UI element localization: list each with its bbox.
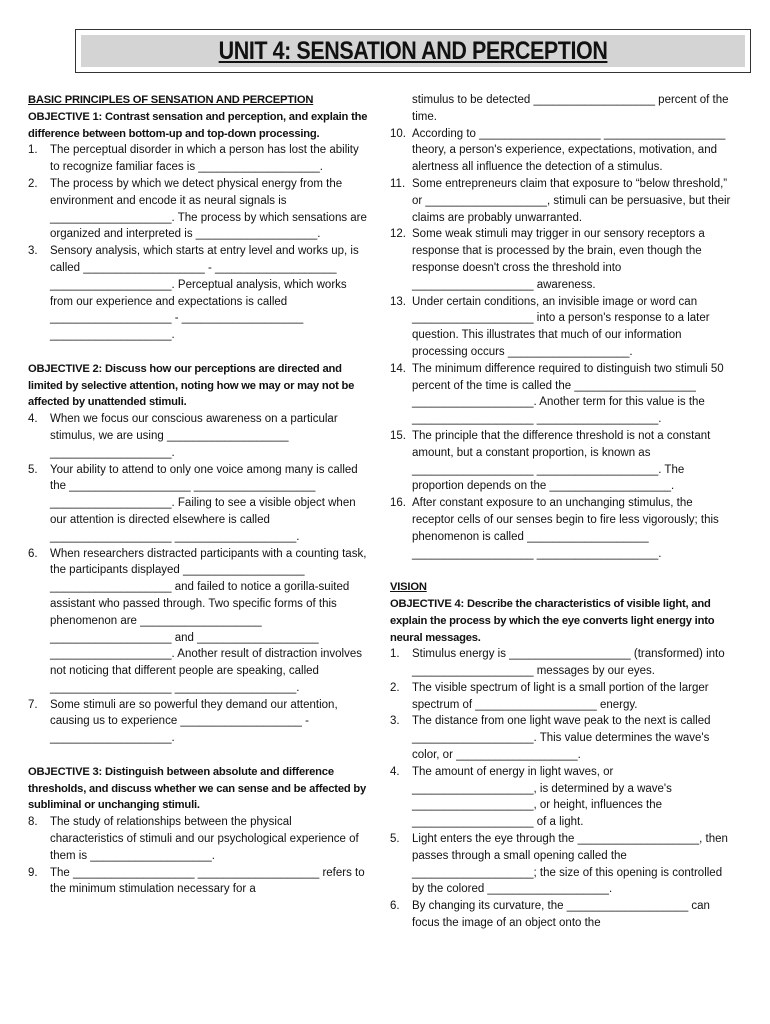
question-9: 9. The ___________________ ___________________ refers to the minimum stimulation necessary for a — [28, 866, 365, 896]
question-14: 14. The minimum difference required to distinguish two stimuli 50 percent of the time is called the ___________________ ___________________. Another term for this value is the ___________________ ___________________. — [390, 362, 724, 426]
question-16: 16. After constant exposure to an unchanging stimulus, the receptor cells of our senses begin to fire less vigorously; this phenomenon is called ___________________ ___________________ ___________________. — [390, 497, 719, 560]
question-text: When researchers distracted participants with a counting task, the participants displayed ___________________ ___________________ and failed to notice a gorilla-suited assistant who passed through. Two specific forms of this phenomenon are ___________________ ___________________ and ___________________ ___________________. Another result of distraction involves not noticing that different people are speaking, called ___________________ ___________________. — [50, 547, 367, 694]
question-text: Some stimuli are so powerful they demand our attention, causing us to experience ___________________ - ___________________. — [50, 698, 338, 745]
question-text: By changing its curvature, the ___________________ can focus the image of an object onto the — [412, 900, 710, 930]
question-text: The process by which we detect physical energy from the environment and encode it as neural signals is ___________________. The process by which sensations are organized and interpreted is ___________________. — [50, 177, 367, 241]
question-text: Under certain conditions, an invisible image or word can ___________________ into a person's response to a later question. This illustrates that much of our information processing occurs ___________________. — [412, 295, 710, 358]
question-9-continued — [390, 92, 732, 126]
question-text: The minimum difference required to distinguish two stimuli 50 percent of the time is called the ___________________ ___________________. Another term for this value is the ___________________ ___________________. — [412, 362, 724, 426]
question-12: 12. Some weak stimuli may trigger in our sensory receptors a response that is processed by the brain, even though the response doesn't cross the threshold into ___________________ awareness. — [390, 228, 705, 291]
right-column — [390, 92, 732, 932]
question-text: The amount of energy in light waves, or ___________________, is determined by a wave's ___________________, or height, influences the ___________________ of a light. — [412, 765, 672, 829]
vision-question-5: 5. Light enters the eye through the ___________________, then passes through a small opening called the ___________________; the size of this opening is controlled by the colored ___________________. — [390, 833, 728, 896]
question-5: 5. Your ability to attend to only one voice among many is called the ___________________ ___________________ ___________________. Failing to see a visible object when our attention is directed elsewhere is called ___________________ ___________________. — [28, 463, 358, 543]
question-15: 15. The principle that the difference threshold is not a constant amount, but a constant proportion, is known as ___________________ ___________________. The proportion depends on the ___________________. — [390, 429, 711, 493]
section-heading: BASIC PRINCIPLES OF SENSATION AND PERCEPTION — [28, 94, 314, 106]
question-text: The study of relationships between the physical characteristics of stimuli and our psychological experience of them is ___________________. — [50, 816, 359, 862]
question-text: The distance from one light wave peak to the next is called ___________________. This value determines the wave's color, or ___________________. — [412, 715, 711, 762]
question-13: 13. Under certain conditions, an invisible image or word can ___________________ into a person's response to a later question. This illustrates that much of our information processing occurs ___________________. — [390, 295, 710, 358]
question-text: stimulus to be detected ___________________ percent of the time. — [412, 94, 729, 123]
vision-question-1: 1. Stimulus energy is ___________________ (transformed) into ___________________ messages by our eyes. — [390, 648, 725, 678]
question-6: 6. When researchers distracted participants with a counting task, the participants displayed ___________________ ___________________ and failed to notice a gorilla-suited assistant who passed through. Two specific forms of this phenomenon are ___________________ ___________________ and ___________________ ___________________. Another result of distraction involves not noticing that different people are speaking, called ___________________ ___________________. — [28, 547, 367, 694]
question-text: When we focus our conscious awareness on a particular stimulus, we are using ___________________ ___________________. — [50, 413, 338, 459]
question-11: 11. Some entrepreneurs claim that exposure to “below threshold,” or ___________________, stimuli can be persuasive, but their claims are probably unwarranted. — [390, 177, 731, 224]
title-banner — [81, 35, 745, 67]
question-text: After constant exposure to an unchanging stimulus, the receptor cells of our senses begin to fire less vigorously; this phenomenon is called ___________________ ___________________ ___________________. — [412, 497, 719, 560]
objective-3-heading: OBJECTIVE 3: Distinguish between absolute and difference thresholds, and discuss whether we can sense and be affected by subliminal or unchanging stimuli. — [28, 765, 367, 812]
question-text: Your ability to attend to only one voice among many is called the ___________________ ___________________ ___________________. Failing to see a visible object when our attention is directed elsewhere is called ___________________ ___________________. — [50, 463, 358, 543]
left-column — [28, 92, 368, 898]
question-text: The perceptual disorder in which a person has lost the ability to recognize familiar faces is ___________________. — [50, 144, 359, 174]
question-text: The ___________________ ___________________ refers to the minimum stimulation necessary for a — [50, 866, 365, 896]
question-text: Some weak stimuli may trigger in our sensory receptors a response that is processed by the brain, even though the response doesn't cross the threshold into ___________________ awareness. — [412, 228, 705, 291]
objective-1-heading: OBJECTIVE 1: Contrast sensation and perception, and explain the difference between bottom-up and top-down processing. — [28, 110, 368, 140]
question-text: According to ___________________ ___________________ theory, a person's experience, expectations, motivation, and alertness all influence the detection of a stimulus. — [412, 127, 726, 174]
question-text: Some entrepreneurs claim that exposure to “below threshold,” or ___________________, stimuli can be persuasive, but their claims are probably unwarranted. — [412, 177, 731, 224]
question-text: Light enters the eye through the ___________________, then passes through a small opening called the ___________________; the size of this opening is controlled by the colored ___________________. — [412, 833, 728, 896]
objective-4-heading: OBJECTIVE 4: Describe the characteristics of visible light, and explain the process by which the eye converts light energy into neural messages. — [390, 597, 715, 644]
question-3: 3. Sensory analysis, which starts at entry level and works up, is called ___________________ - ___________________ ___________________. Perceptual analysis, which works from our experience and expectations is called ___________________ - ___________________ ___________________. — [28, 245, 359, 342]
question-4: 4. When we focus our conscious awareness on a particular stimulus, we are using ___________________ ___________________. — [28, 413, 338, 459]
vision-question-2: 2. The visible spectrum of light is a small portion of the larger spectrum of ___________________ energy. — [390, 681, 709, 711]
question-8: 8. The study of relationships between the physical characteristics of stimuli and our psychological experience of them is ___________________. — [28, 816, 359, 862]
question-text: The principle that the difference threshold is not a constant amount, but a constant proportion, is known as ___________________ ___________________. The proportion depends on the ___________________. — [412, 429, 711, 493]
question-text: Stimulus energy is ___________________ (transformed) into ___________________ messages by our eyes. — [412, 648, 725, 678]
objective-2-heading: OBJECTIVE 2: Discuss how our perceptions are directed and limited by selective attention, noting how we may or may not be affected by unattended stimuli. — [28, 362, 355, 409]
question-text: The visible spectrum of light is a small portion of the larger spectrum of ___________________ energy. — [412, 681, 709, 711]
vision-heading: VISION — [390, 581, 427, 594]
question-2: 2. The process by which we detect physical energy from the environment and encode it as neural signals is ___________________. The process by which sensations are organized and interpreted is ___________________. — [28, 177, 367, 241]
question-7: 7. Some stimuli are so powerful they demand our attention, causing us to experience ___________________ - ___________________. — [28, 698, 338, 745]
page-title: UNIT 4: SENSATION AND PERCEPTION — [218, 36, 608, 65]
vision-question-3: 3. The distance from one light wave peak to the next is called ___________________. This value determines the wave's color, or ___________________. — [390, 715, 711, 762]
question-text: Sensory analysis, which starts at entry level and works up, is called ___________________ - ___________________ ___________________. Perceptual analysis, which works from our experience and expectations is called ___________________ - ___________________ ___________________. — [50, 245, 359, 342]
title-box — [75, 29, 751, 73]
question-1: 1. The perceptual disorder in which a person has lost the ability to recognize familiar faces is ___________________. — [28, 144, 359, 174]
question-10: 10. According to ___________________ ___________________ theory, a person's experience, expectations, motivation, and alertness all influence the detection of a stimulus. — [390, 127, 726, 174]
vision-question-6: 6. By changing its curvature, the ___________________ can focus the image of an object onto the — [390, 900, 710, 930]
vision-question-4: 4. The amount of energy in light waves, or ___________________, is determined by a wave's ___________________, or height, influences the ___________________ of a light. — [390, 765, 672, 829]
